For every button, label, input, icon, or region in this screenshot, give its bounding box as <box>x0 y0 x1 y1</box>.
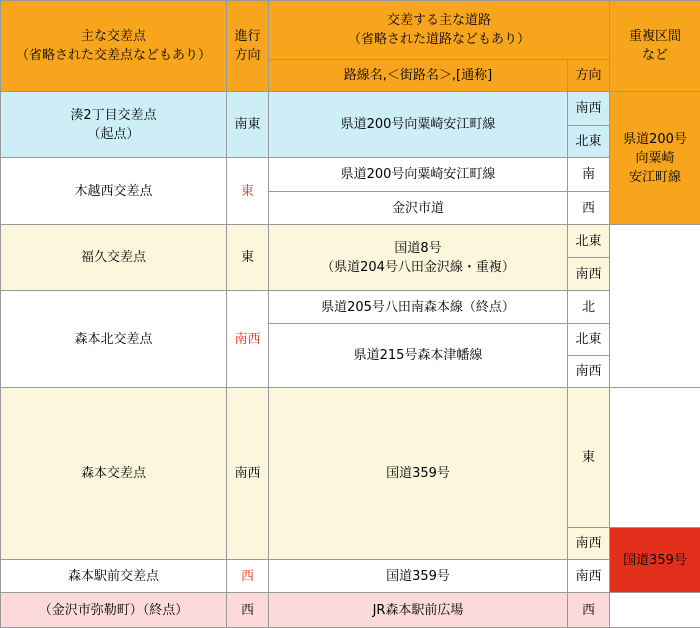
road-dir-morimoto-kita-2: 北東 <box>568 324 610 356</box>
road-dir-morimoto-kita-3: 南西 <box>568 356 610 388</box>
header-intersection-line2: （省略された交差点などもあり） <box>15 48 211 63</box>
road-morimoto-kita-2: 県道215号森本津幡線 <box>269 324 568 388</box>
overlap-blank-2 <box>610 593 700 628</box>
header-crossing-roads <box>269 1 610 60</box>
overlap-pref200-line2: 向粟崎 <box>635 150 675 166</box>
intersection-minato <box>1 92 227 158</box>
road-dir-minato-2: 北東 <box>568 126 610 158</box>
header-roads-line1: 交差する主な道路 <box>387 13 492 28</box>
road-dir-morimoto-kita-1: 北 <box>568 291 610 324</box>
header-direction <box>227 1 269 92</box>
intersection-end: （金沢市弥勒町）（終点） <box>1 593 227 628</box>
road-minato: 県道200号向粟崎安江町線 <box>269 92 568 158</box>
header-direction-line2: 方向 <box>234 48 261 63</box>
header-intersection-line1: 主な交差点 <box>80 29 146 44</box>
road-end: JR森本駅前広場 <box>269 593 568 628</box>
direction-minato: 南東 <box>227 92 269 158</box>
direction-morimoto-eki: 西 <box>227 560 269 593</box>
road-fukuhisa-line1: 国道8号 <box>394 240 442 256</box>
direction-kigoshi: 東 <box>227 158 269 225</box>
intersection-minato-line1: 湊2丁目交差点 <box>70 107 157 123</box>
header-road-name: 路線名,＜街路名＞,[通称] <box>269 60 568 92</box>
overlap-blank-1 <box>610 225 700 388</box>
road-dir-fukuhisa-1: 北東 <box>568 225 610 258</box>
header-overlap <box>610 1 700 92</box>
intersection-fukuhisa: 福久交差点 <box>1 225 227 291</box>
intersection-morimoto: 森本交差点 <box>1 388 227 560</box>
road-dir-morimoto-2: 南西 <box>568 528 610 560</box>
road-kigoshi-1: 県道200号向粟崎安江町線 <box>269 158 568 192</box>
intersection-kigoshi: 木越西交差点 <box>1 158 227 225</box>
road-dir-kigoshi-1: 南 <box>568 158 610 192</box>
road-dir-minato-1: 南西 <box>568 92 610 126</box>
intersection-morimoto-kita: 森本北交差点 <box>1 291 227 388</box>
header-overlap-line2: など <box>642 48 669 63</box>
road-kigoshi-2: 金沢市道 <box>269 192 568 225</box>
overlap-pref200-line1: 県道200号 <box>623 131 687 147</box>
overlap-pref200 <box>610 92 700 225</box>
direction-end: 西 <box>227 593 269 628</box>
road-dir-morimoto-eki: 南西 <box>568 560 610 593</box>
road-dir-end: 西 <box>568 593 610 628</box>
road-fukuhisa-line2: （県道204号八田金沢線・重複） <box>321 259 515 275</box>
intersection-morimoto-eki: 森本駅前交差点 <box>1 560 227 593</box>
header-direction-line1: 進行 <box>234 29 261 44</box>
header-road-direction: 方向 <box>568 60 610 92</box>
road-morimoto: 国道359号 <box>269 388 568 560</box>
road-dir-kigoshi-2: 西 <box>568 192 610 225</box>
header-overlap-line1: 重複区間 <box>629 29 682 44</box>
direction-fukuhisa: 東 <box>227 225 269 291</box>
direction-morimoto: 南西 <box>227 388 269 560</box>
header-roads-line2: （省略された道路などもあり） <box>348 32 531 47</box>
overlap-nat359: 国道359号 <box>610 528 700 593</box>
road-morimoto-eki: 国道359号 <box>269 560 568 593</box>
road-fukuhisa <box>269 225 568 291</box>
intersection-minato-line2: （起点） <box>87 126 140 142</box>
header-intersection <box>1 1 227 92</box>
road-dir-fukuhisa-2: 南西 <box>568 258 610 291</box>
road-dir-morimoto-1: 東 <box>568 388 610 528</box>
overlap-pref200-line3: 安江町線 <box>629 169 682 185</box>
direction-morimoto-kita: 南西 <box>227 291 269 388</box>
road-morimoto-kita-1: 県道205号八田南森本線（終点） <box>269 291 568 324</box>
